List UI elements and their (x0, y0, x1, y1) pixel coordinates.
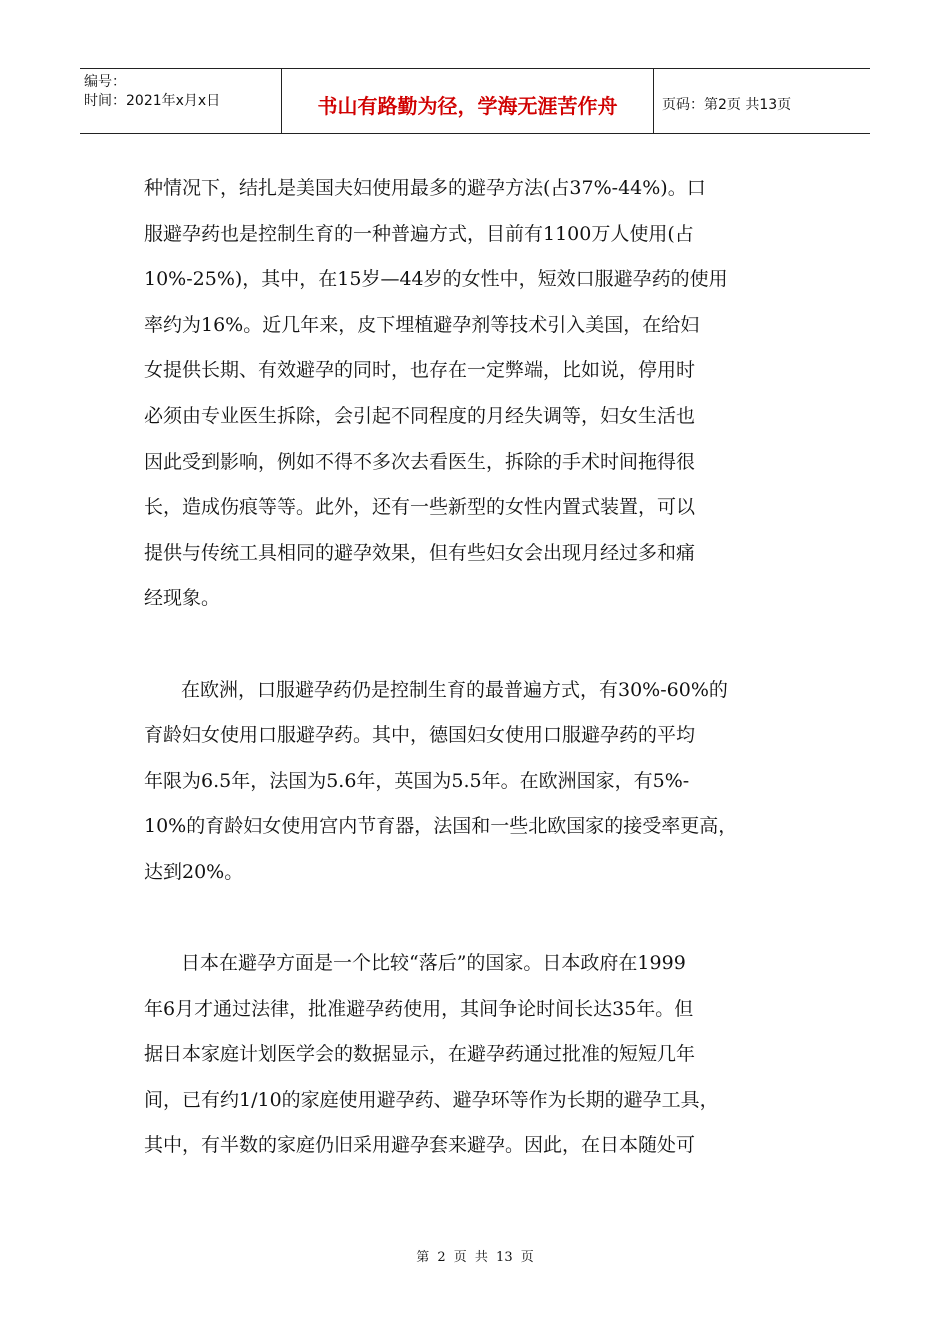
header-page-info: 页码：第2页 共13页 (662, 97, 792, 113)
number-label: 编号： (84, 74, 126, 90)
text-line: 率约为16%。近几年来，皮下埋植避孕剂等技术引入美国，在给妇 (144, 313, 700, 336)
text-line: 10%-25%)，其中，在15岁—44岁的女性中，短效口服避孕药的使用 (144, 268, 728, 291)
text-line: 间，已有约1/10的家庭使用避孕药、避孕环等作为长期的避孕工具， (144, 1088, 719, 1111)
text-line: 提供与传统工具相同的避孕效果，但有些妇女会出现月经过多和痛 (144, 541, 696, 564)
text-line: 其中，有半数的家庭仍旧采用避孕套来避孕。因此，在日本随处可 (144, 1134, 696, 1157)
page-footer: 第 2 页 共 13 页 (416, 1250, 534, 1265)
paragraph-gap (144, 896, 824, 942)
text-line: 长，造成伤痕等等。此外，还有一些新型的女性内置式装置，可以 (144, 496, 696, 519)
paragraph (144, 941, 824, 1169)
text-line: 日本在避孕方面是一个比较“落后”的国家。日本政府在1999 (181, 952, 686, 975)
text-line: 在欧洲，口服避孕药仍是控制生育的最普遍方式，有30%-60%的 (181, 678, 728, 701)
text-line: 女提供长期、有效避孕的同时，也存在一定弊端，比如说，停用时 (144, 359, 696, 382)
paragraph-gap (144, 622, 824, 668)
text-line: 年限为6.5年，法国为5.6年，英国为5.5年。在欧洲国家，有5%- (144, 769, 690, 792)
text-line: 据日本家庭计划医学会的数据显示，在避孕药通过批准的短短几年 (144, 1043, 696, 1066)
paragraph (144, 668, 824, 896)
paragraph (144, 166, 824, 622)
text-line: 种情况下，结扎是美国夫妇使用最多的避孕方法(占37%-44%)。口 (144, 177, 706, 199)
text-line: 因此受到影响，例如不得不多次去看医生，拆除的手术时间拖得很 (144, 450, 696, 473)
text-line: 10%的育龄妇女使用宫内节育器，法国和一些北欧国家的接受率更高， (144, 815, 738, 838)
header-meta (80, 69, 282, 133)
text-line: 年6月才通过法律，批准避孕药使用，其间争论时间长达35年。但 (144, 997, 694, 1020)
header-motto: 书山有路勤为径，学海无涯苦作舟 (282, 69, 654, 133)
text-line: 必须由专业医生拆除，会引起不同程度的月经失调等，妇女生活也 (144, 404, 696, 427)
page-header (80, 68, 870, 134)
document-body (144, 166, 824, 1169)
text-line: 育龄妇女使用口服避孕药。其中，德国妇女使用口服避孕药的平均 (144, 724, 696, 747)
text-line: 达到20%。 (144, 860, 244, 883)
text-line: 服避孕药也是控制生育的一种普遍方式，目前有1100万人使用(占 (144, 222, 694, 245)
time-label: 时间：2021年x月x日 (84, 93, 221, 109)
text-line: 经现象。 (144, 587, 221, 610)
